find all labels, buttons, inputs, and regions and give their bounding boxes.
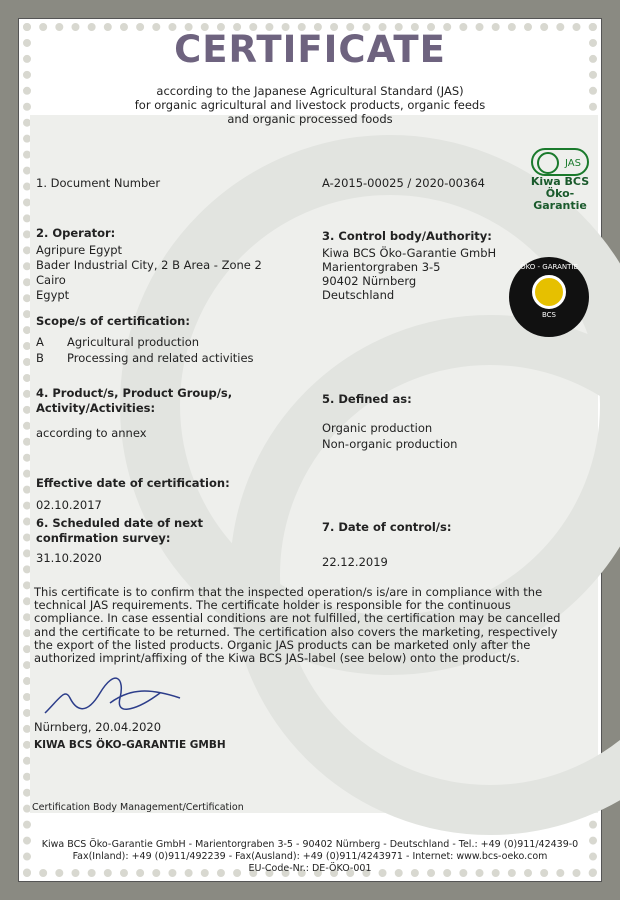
defined-value: Non-organic production <box>322 437 458 451</box>
control-body-line: Deutschland <box>322 288 395 302</box>
effective-date-label: Effective date of certification: <box>36 476 230 490</box>
products-label: Activity/Activities: <box>36 401 156 415</box>
control-date-value: 22.12.2019 <box>322 555 388 569</box>
scheduled-date-label: 6. Scheduled date of next <box>36 516 203 530</box>
subtitle-line: for organic agricultural and livestock products, organic feeds <box>134 98 486 112</box>
signature-icon <box>40 668 190 723</box>
scheduled-date-label: confirmation survey: <box>36 531 171 545</box>
control-body-line: Kiwa BCS Öko-Garantie GmbH <box>322 246 497 260</box>
effective-date-value: 02.10.2017 <box>36 498 102 512</box>
defined-label: 5. Defined as: <box>322 392 412 406</box>
scope-text: Processing and related activities <box>67 351 254 365</box>
control-body-line: Marientorgraben 3-5 <box>322 260 441 274</box>
seal-bottom-text: BCS <box>541 311 556 319</box>
jas-logo <box>520 148 600 212</box>
logo-line: Öko-Garantie <box>533 187 587 212</box>
document-number-label: 1. Document Number <box>36 176 161 190</box>
footer-line: Fax(Inland): +49 (0)911/492239 - Fax(Ausland): +49 (0)911/4243971 - Internet: www.bcs-oeko.com <box>72 851 548 862</box>
certificate-statement: This certificate is to confirm that the inspected operation/s is/are in compliance with the technical JAS requirements. The certificate holder is responsible for the continuous compliance. In case essential conditions are not fulfilled, the certification may be cancelled and the certificate to be returned. The certification also covers the marketing, respectively the export of the listed products. Organic JAS products can be marketed only after the authorized imprint/affixing of the Kiwa BCS JAS-label (see below) onto the product/s. <box>34 585 561 666</box>
signature-company: KIWA BCS ÖKO-GARANTIE GMBH <box>34 739 226 751</box>
seal-emblem-icon <box>532 275 566 309</box>
seal-top-text: ÖKO - GARANTIE <box>520 263 578 271</box>
operator-label: 2. Operator: <box>36 226 116 240</box>
scope-text: Agricultural production <box>67 335 200 349</box>
footer-line: EU-Code-Nr.: DE-ÖKO-001 <box>248 863 372 874</box>
jas-text: JAS <box>565 158 581 169</box>
operator-line: Bader Industrial City, 2 B Area - Zone 2 <box>36 258 262 272</box>
page-title: CERTIFICATE <box>174 28 446 71</box>
operator-line: Cairo <box>36 273 66 287</box>
document-number-value: A-2015-00025 / 2020-00364 <box>322 176 485 190</box>
operator-line: Agripure Egypt <box>36 243 123 257</box>
control-date-label: 7. Date of control/s: <box>322 520 452 534</box>
scope-code: A <box>36 335 44 349</box>
subtitle-line: and organic processed foods <box>227 112 393 126</box>
control-body-line: 90402 Nürnberg <box>322 274 417 288</box>
products-label: 4. Product/s, Product Group/s, <box>36 386 233 400</box>
footer-line: Kiwa BCS Öko-Garantie GmbH - Marientorgraben 3-5 - 90402 Nürnberg - Deutschland - Tel.: +49 (0)911/42439-0 <box>41 839 579 850</box>
scheduled-date-value: 31.10.2020 <box>36 551 102 565</box>
signature-role: Certification Body Management/Certification <box>32 802 244 813</box>
oko-garantie-seal <box>509 257 589 337</box>
signature-place-date: Nürnberg, 20.04.2020 <box>34 720 162 734</box>
control-body-label: 3. Control body/Authority: <box>322 229 492 243</box>
products-value: according to annex <box>36 426 147 440</box>
defined-value: Organic production <box>322 421 433 435</box>
operator-line: Egypt <box>36 288 70 302</box>
scope-label: Scope/s of certification: <box>36 314 190 328</box>
leaf-icon <box>537 152 559 174</box>
scope-code: B <box>36 351 44 365</box>
logo-line: Kiwa BCS <box>530 175 590 188</box>
subtitle-line: according to the Japanese Agricultural Standard (JAS) <box>156 84 464 98</box>
